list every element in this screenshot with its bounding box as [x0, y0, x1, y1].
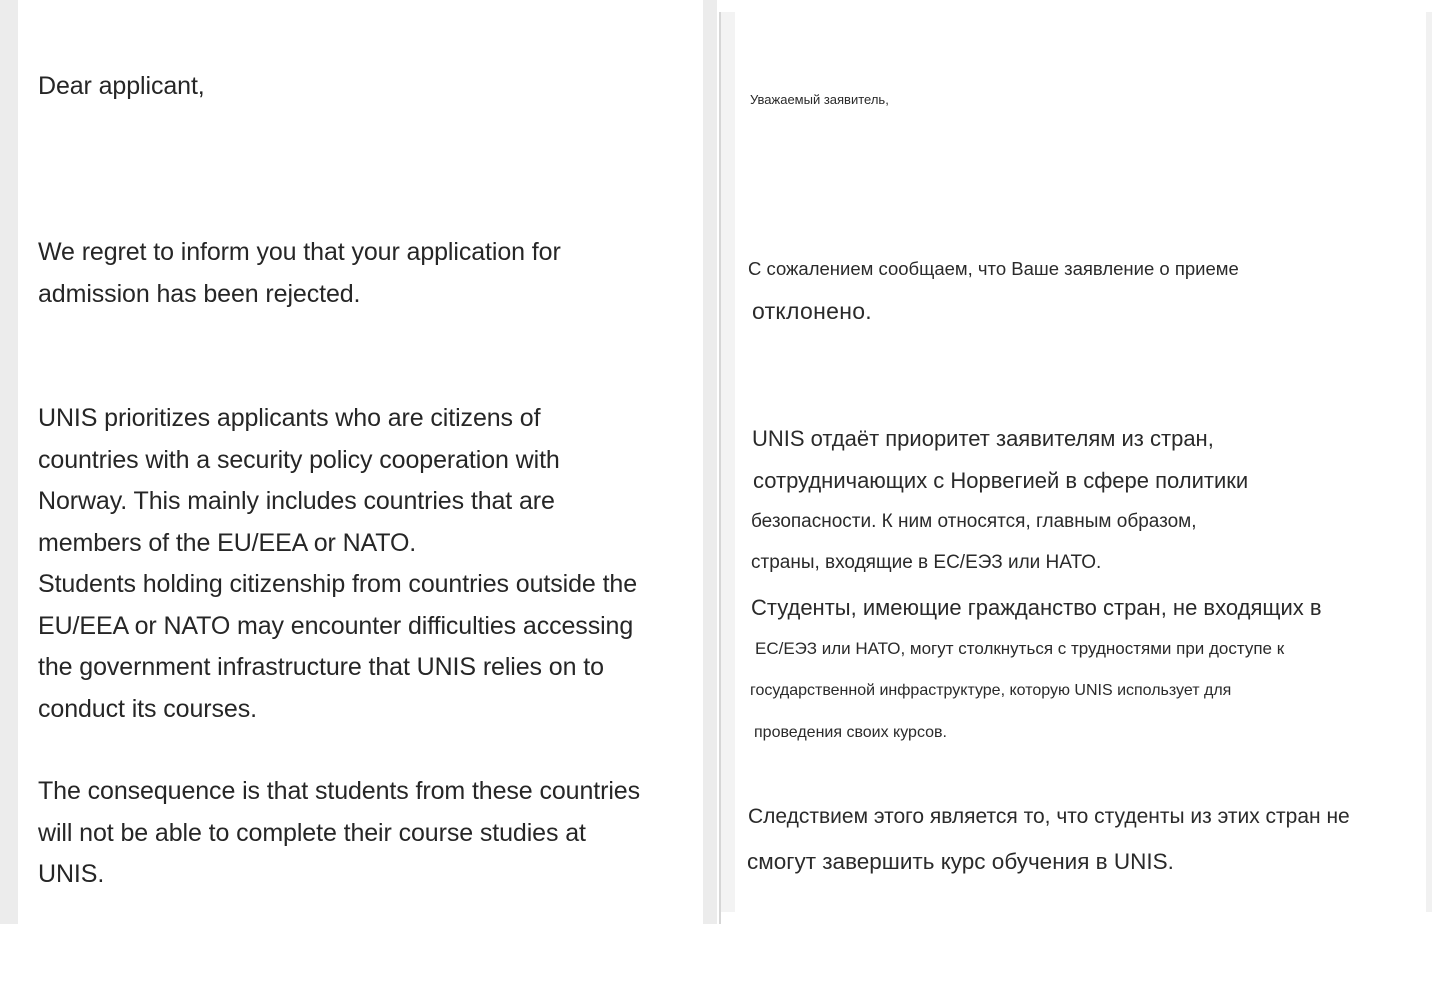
english-letter-panel — [18, 0, 703, 924]
russian-students-line-3: государственной инфраструктуре, которую UNIS использует для — [750, 682, 1232, 699]
russian-students-line-2: ЕС/ЕЭЗ или НАТО, могут столкнуться с трудностями при доступе к — [755, 639, 1285, 658]
left-gutter — [0, 0, 18, 924]
russian-rejection-line-1: С сожалением сообщаем, что Ваше заявление о приеме — [748, 258, 1239, 279]
russian-rejection-line-2: отклонено. — [752, 298, 872, 324]
russian-consequence-line-2: смогут завершить курс обучения в UNIS. — [747, 849, 1174, 874]
english-greeting: Dear applicant, — [38, 72, 205, 100]
english-rejection-paragraph: We regret to inform you that your application for admission has been rejected. — [38, 238, 561, 308]
right-panel-edge — [1426, 12, 1432, 912]
russian-greeting: Уважаемый заявитель, — [750, 92, 889, 107]
panel-separator — [703, 0, 717, 924]
russian-priority-line-3: безопасности. К ним относятся, главным образом, — [751, 511, 1197, 532]
russian-letter-panel — [735, 12, 1432, 912]
russian-students-line-4: проведения своих курсов. — [754, 724, 947, 741]
english-priority-paragraph: UNIS prioritizes applicants who are citizens of countries with a security policy cooperation with Norway. This mainly includes countries that are members of the EU/EEA or NATO. Students holding citizenship from countries outside the EU/EEA or NATO may encounter difficulties accessing the government infrastructure that UNIS relies on to conduct its courses. — [38, 404, 638, 723]
right-panel-shadow — [721, 12, 735, 912]
russian-students-line-1: Студенты, имеющие гражданство стран, не входящих в — [751, 595, 1322, 620]
english-consequence-paragraph: The consequence is that students from these countries will not be able to complete their course studies at UNIS. — [38, 777, 640, 888]
russian-priority-line-2: сотрудничающих с Норвегией в сфере политики — [753, 468, 1249, 493]
russian-priority-line-4: страны, входящие в ЕС/ЕЭЗ или НАТО. — [751, 552, 1102, 573]
russian-consequence-line-1: Следствием этого является то, что студенты из этих стран не — [748, 805, 1350, 828]
russian-priority-line-1: UNIS отдаёт приоритет заявителям из стран, — [752, 426, 1214, 451]
